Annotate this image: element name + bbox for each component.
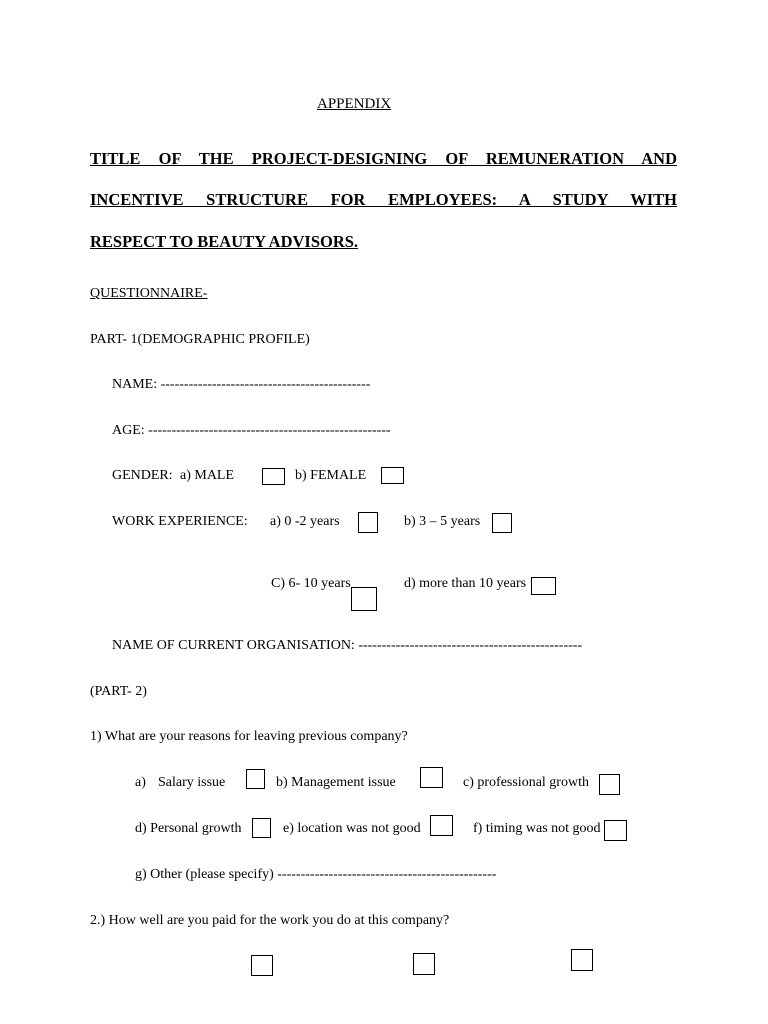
q1-option-salary-checkbox[interactable] <box>246 769 265 789</box>
q1-option-management-label: b) Management issue <box>276 775 396 790</box>
part1-heading: PART- 1(DEMOGRAPHIC PROFILE) <box>90 332 310 347</box>
gender-female-label: b) FEMALE <box>295 468 367 483</box>
work-exp-3-5-checkbox[interactable] <box>492 513 512 533</box>
gender-male-checkbox[interactable] <box>262 468 285 485</box>
q1-option-salary-label: Salary issue <box>158 775 226 790</box>
work-exp-6-10-checkbox[interactable] <box>351 587 377 611</box>
current-organisation-field[interactable]: NAME OF CURRENT ORGANISATION: ------------------------------------------------ <box>112 638 583 653</box>
q2-option-1-checkbox[interactable] <box>251 955 273 976</box>
q1-option-timing-label: f) timing was not good <box>473 821 601 836</box>
question-1: 1) What are your reasons for leaving previous company? <box>90 729 408 744</box>
q1-option-professional-checkbox[interactable] <box>599 774 620 795</box>
gender-male-label: a) MALE <box>180 468 235 483</box>
q1-option-professional-label: c) professional growth <box>463 775 589 790</box>
project-title-line-2: INCENTIVE STRUCTURE FOR EMPLOYEES: A STUDY WITH <box>90 190 677 209</box>
q1-option-location-checkbox[interactable] <box>430 815 453 836</box>
q1-option-a-letter: a) <box>135 775 146 790</box>
q2-option-3-checkbox[interactable] <box>571 949 593 971</box>
q1-option-other-field[interactable]: g) Other (please specify) ----------------------------------------------- <box>135 867 497 882</box>
question-2: 2.) How well are you paid for the work you do at this company? <box>90 913 450 928</box>
name-field[interactable]: NAME: --------------------------------------------- <box>112 377 371 392</box>
questionnaire-heading: QUESTIONNAIRE- <box>90 286 208 301</box>
work-experience-label: WORK EXPERIENCE: <box>112 514 248 529</box>
gender-female-checkbox[interactable] <box>381 467 404 484</box>
work-exp-0-2-checkbox[interactable] <box>358 512 378 533</box>
work-exp-10-plus-checkbox[interactable] <box>531 577 556 595</box>
q1-option-personal-checkbox[interactable] <box>252 818 271 838</box>
q1-option-management-checkbox[interactable] <box>420 767 443 788</box>
age-field[interactable]: AGE: ---------------------------------------------------- <box>112 423 391 438</box>
project-title-line-1: TITLE OF THE PROJECT-DESIGNING OF REMUNERATION AND <box>90 149 677 168</box>
appendix-heading: APPENDIX <box>317 96 392 112</box>
part2-heading: (PART- 2) <box>90 684 147 699</box>
work-exp-3-5-label: b) 3 – 5 years <box>404 514 481 529</box>
work-exp-6-10-label: C) 6- 10 years <box>271 576 351 591</box>
project-title-line-3: RESPECT TO BEAUTY ADVISORS. <box>90 232 359 251</box>
gender-label: GENDER: <box>112 468 173 483</box>
q2-option-2-checkbox[interactable] <box>413 953 435 975</box>
work-exp-0-2-label: a) 0 -2 years <box>270 514 340 529</box>
work-exp-10-plus-label: d) more than 10 years <box>404 576 527 591</box>
q1-option-location-label: e) location was not good <box>283 821 421 836</box>
q1-option-personal-label: d) Personal growth <box>135 821 242 836</box>
q1-option-timing-checkbox[interactable] <box>604 820 627 841</box>
